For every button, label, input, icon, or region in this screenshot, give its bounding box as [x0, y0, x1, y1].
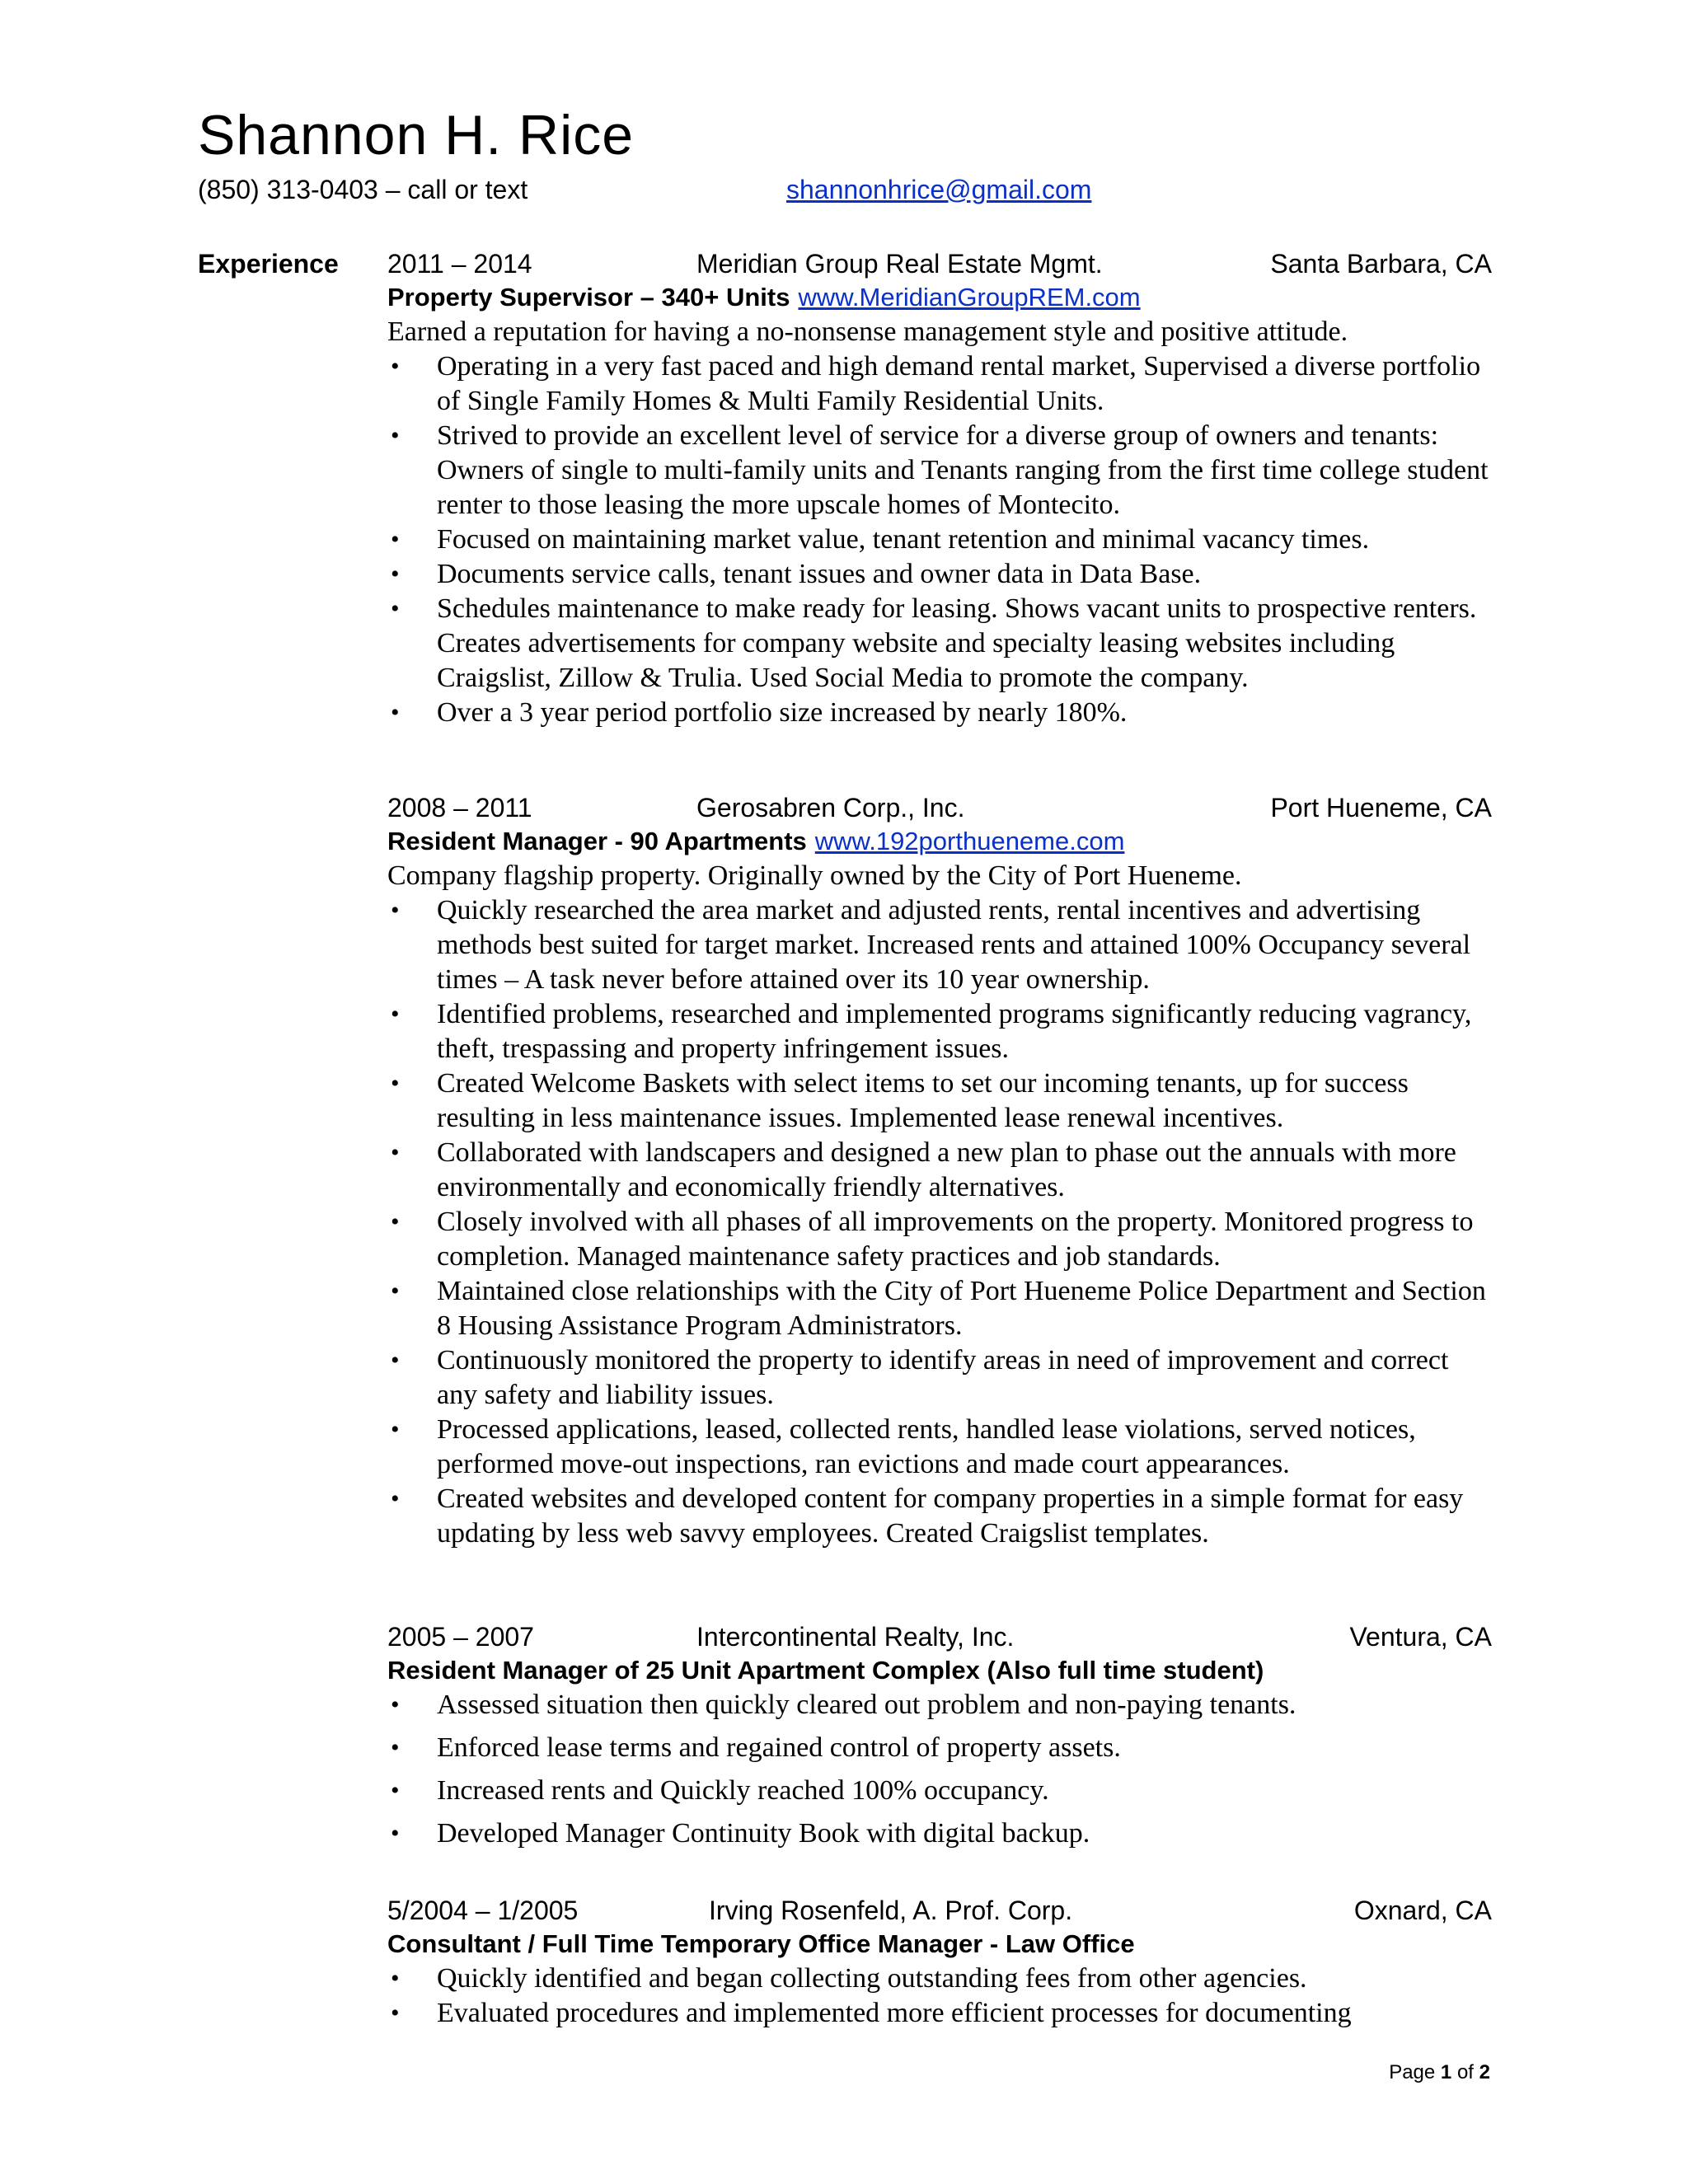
- list-item: • Over a 3 year period portfolio size increased by nearly 180%.: [387, 696, 1492, 730]
- job-title: Resident Manager of 25 Unit Apartment Complex (Also full time student): [387, 1656, 1264, 1685]
- job-title: Consultant / Full Time Temporary Office Manager - Law Office: [387, 1929, 1135, 1958]
- job-dates: 2008 – 2011: [387, 793, 532, 823]
- job-location: Ventura, CA: [1349, 1622, 1492, 1652]
- job-title-line: [387, 1927, 1492, 1961]
- list-item: • Schedules maintenance to make ready for leasing. Shows vacant units to prospective renters. Creates advertisements for company website and specialty leasing websites including Craigslist, Zillow & Trulia. Used Social Media to promote the company.: [387, 592, 1492, 696]
- job-location: Port Hueneme, CA: [1270, 793, 1492, 823]
- experience-section-label: Experience: [198, 249, 339, 279]
- job-bullets: [387, 893, 1492, 1551]
- job-company: Meridian Group Real Estate Mgmt.: [696, 249, 1103, 279]
- list-item: • Quickly identified and began collecting outstanding fees from other agencies.: [387, 1961, 1492, 1996]
- list-item: • Developed Manager Continuity Book with digital backup.: [387, 1816, 1492, 1851]
- list-item: • Created Welcome Baskets with select items to set our incoming tenants, up for success resulting in less maintenance issues. Implemented lease renewal incentives.: [387, 1066, 1492, 1136]
- job-title: Property Supervisor – 340+ Units: [387, 283, 790, 312]
- list-item: • Enforced lease terms and regained control of property assets.: [387, 1731, 1492, 1765]
- job-summary: Earned a reputation for having a no-nonsense management style and positive attitude.: [387, 316, 1348, 347]
- job-bullets: [387, 349, 1492, 730]
- job-bullets: [387, 1961, 1492, 2031]
- list-item: • Focused on maintaining market value, tenant retention and minimal vacancy times.: [387, 523, 1492, 557]
- job-header: [387, 247, 1492, 280]
- list-item: • Maintained close relationships with the City of Port Hueneme Police Department and Section 8 Housing Assistance Program Administrators.: [387, 1274, 1492, 1343]
- job-company: Gerosabren Corp., Inc.: [696, 793, 965, 823]
- job-company: Intercontinental Realty, Inc.: [696, 1622, 1015, 1652]
- page-of: of: [1456, 2061, 1474, 2083]
- job-dates: 2011 – 2014: [387, 249, 532, 279]
- job-entry: [387, 791, 1492, 1551]
- job-entry: [387, 1620, 1492, 1859]
- list-item: • Closely involved with all phases of all improvements on the property. Monitored progress to completion. Managed maintenance safety practices and job standards.: [387, 1205, 1492, 1274]
- list-item: • Evaluated procedures and implemented more efficient processes for documenting: [387, 1996, 1492, 2031]
- job-location: Oxnard, CA: [1353, 1896, 1492, 1925]
- job-title: Resident Manager - 90 Apartments: [387, 827, 807, 855]
- list-item: • Created websites and developed content for company properties in a simple format for easy updating by less web savvy employees. Created Craigslist templates.: [387, 1482, 1492, 1551]
- job-header: [387, 791, 1492, 824]
- phone-number: (850) 313-0403 – call or text: [198, 175, 528, 204]
- job-header: [387, 1620, 1492, 1653]
- list-item: • Collaborated with landscapers and designed a new plan to phase out the annuals with more environmentally and economically friendly alternatives.: [387, 1136, 1492, 1205]
- page-current: 1: [1440, 2061, 1452, 2083]
- job-summary: Company flagship property. Originally owned by the City of Port Hueneme.: [387, 860, 1242, 891]
- candidate-name: Shannon H. Rice: [198, 104, 635, 166]
- list-item: • Increased rents and Quickly reached 100% occupancy.: [387, 1774, 1492, 1808]
- list-item: • Operating in a very fast paced and high demand rental market, Supervised a diverse portfolio of Single Family Homes & Multi Family Residential Units.: [387, 349, 1492, 419]
- list-item: • Processed applications, leased, collected rents, handled lease violations, served notices, performed move-out inspections, ran evictions and made court appearances.: [387, 1413, 1492, 1482]
- job-dates: 5/2004 – 1/2005: [387, 1896, 579, 1925]
- list-item: • Strived to provide an excellent level of service for a diverse group of owners and tenants: Owners of single to multi-family units and Tenants ranging from the first time college student renter to those leasing the more upscale homes of Montecito.: [387, 419, 1492, 523]
- list-item: • Assessed situation then quickly cleared out problem and non-paying tenants.: [387, 1688, 1492, 1722]
- email-link[interactable]: shannonhrice@gmail.com: [786, 175, 1092, 204]
- list-item: • Identified problems, researched and implemented programs significantly reducing vagrancy, theft, trespassing and property infringement issues.: [387, 997, 1492, 1066]
- list-item: • Quickly researched the area market and adjusted rents, rental incentives and advertising methods best suited for target market. Increased rents and attained 100% Occupancy several times – A task never before attained over its 10 year ownership.: [387, 893, 1492, 997]
- job-title-line: [387, 1653, 1492, 1688]
- job-header: [387, 1894, 1492, 1927]
- page-total: 2: [1479, 2061, 1490, 2083]
- list-item: • Continuously monitored the property to identify areas in need of improvement and correct any safety and liability issues.: [387, 1343, 1492, 1413]
- job-entry: [387, 1894, 1492, 2031]
- job-company: Irving Rosenfeld, A. Prof. Corp.: [709, 1896, 1073, 1925]
- job-location: Santa Barbara, CA: [1270, 249, 1492, 279]
- contact-line: [198, 173, 1121, 206]
- job-bullets: [387, 1688, 1492, 1851]
- company-website-link[interactable]: www.MeridianGroupREM.com: [798, 283, 1141, 312]
- job-title-line: [387, 280, 1492, 315]
- job-entry: [387, 247, 1492, 730]
- job-title-line: [387, 824, 1492, 859]
- job-dates: 2005 – 2007: [387, 1622, 534, 1652]
- page-number: [1389, 2060, 1490, 2085]
- list-item: • Documents service calls, tenant issues and owner data in Data Base.: [387, 557, 1492, 592]
- company-website-link[interactable]: www.192porthueneme.com: [814, 827, 1125, 855]
- page-word: Page: [1389, 2061, 1436, 2083]
